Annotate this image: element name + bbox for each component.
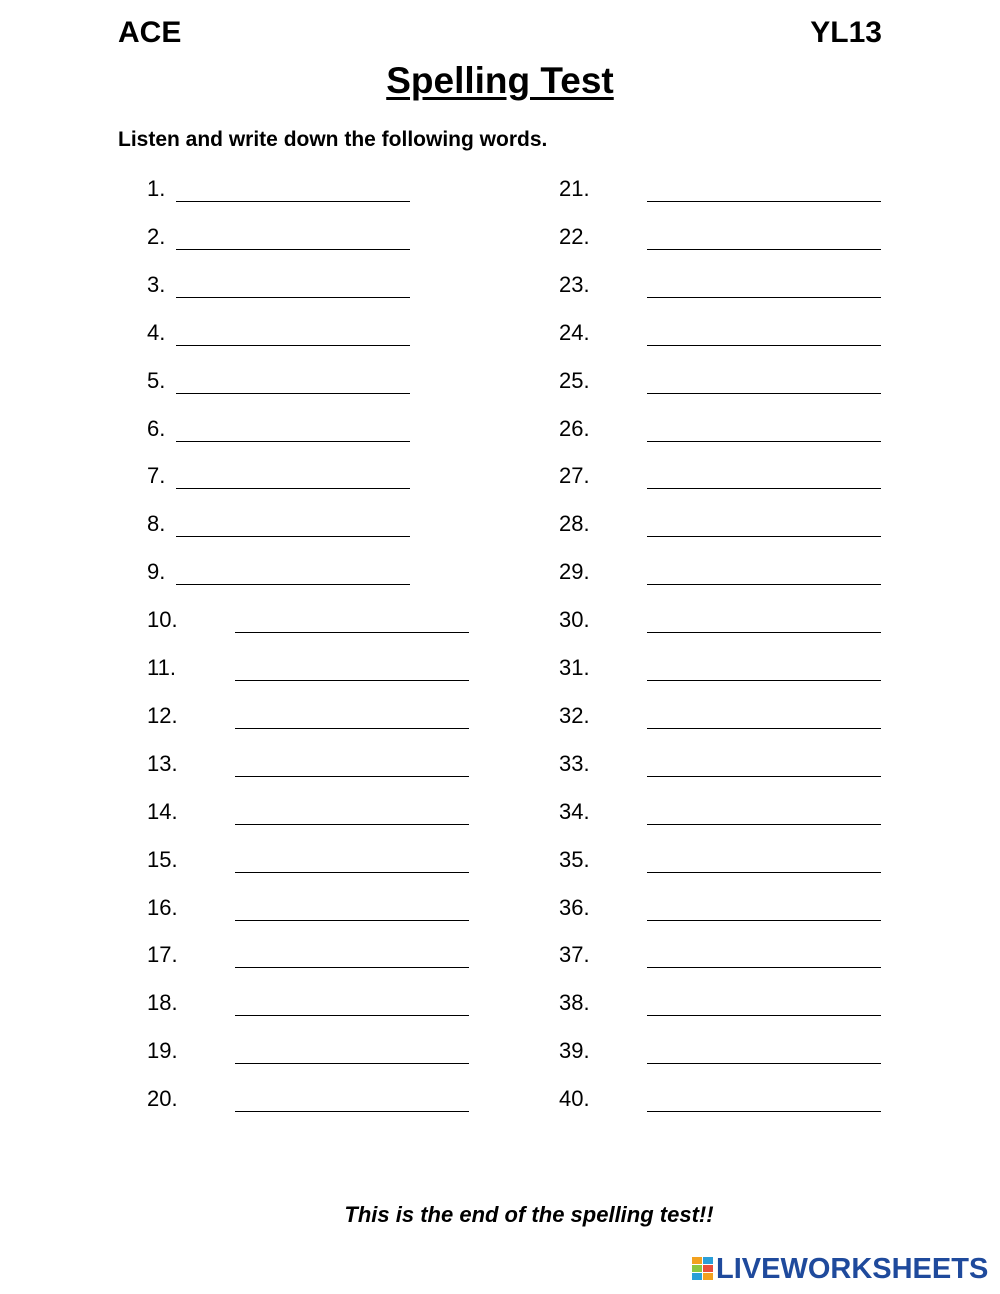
instruction-text: Listen and write down the following words. xyxy=(118,128,548,151)
answer-blank[interactable] xyxy=(647,441,881,442)
answer-blank[interactable] xyxy=(647,824,881,825)
answer-blank[interactable] xyxy=(647,1063,881,1064)
answer-blank[interactable] xyxy=(176,441,410,442)
answer-number: 13. xyxy=(147,750,178,776)
answer-number: 30. xyxy=(559,607,590,633)
answer-number: 14. xyxy=(147,798,178,824)
answer-number: 8. xyxy=(147,511,166,537)
answer-blank[interactable] xyxy=(176,584,410,585)
answer-blank[interactable] xyxy=(235,872,469,873)
answer-blank[interactable] xyxy=(235,967,469,968)
answer-number: 16. xyxy=(147,894,178,920)
liveworksheets-logo-icon xyxy=(692,1257,714,1281)
answer-blank[interactable] xyxy=(235,728,469,729)
answer-blank[interactable] xyxy=(647,345,881,346)
answer-blank[interactable] xyxy=(647,776,881,777)
answer-blank[interactable] xyxy=(235,1111,469,1112)
answer-number: 10. xyxy=(147,607,178,633)
answer-blank[interactable] xyxy=(647,872,881,873)
answer-number: 5. xyxy=(147,367,166,393)
answer-number: 3. xyxy=(147,271,166,297)
answer-number: 35. xyxy=(559,846,590,872)
answer-number: 17. xyxy=(147,942,178,968)
answer-number: 39. xyxy=(559,1038,590,1064)
answer-number: 11. xyxy=(147,655,176,680)
answer-number: 15. xyxy=(147,846,178,872)
answer-blank[interactable] xyxy=(647,393,881,394)
answer-number: 20. xyxy=(147,1086,178,1112)
answer-blank[interactable] xyxy=(176,536,410,537)
answer-number: 37. xyxy=(559,942,590,968)
answer-blank[interactable] xyxy=(647,728,881,729)
answer-blank[interactable] xyxy=(647,680,881,681)
answer-number: 9. xyxy=(147,559,166,585)
answer-number: 6. xyxy=(147,415,166,441)
answer-number: 22. xyxy=(559,223,590,249)
answer-number: 19. xyxy=(147,1038,178,1064)
answer-number: 33. xyxy=(559,750,590,776)
answer-blank[interactable] xyxy=(235,1063,469,1064)
answer-blank[interactable] xyxy=(647,1015,881,1016)
answer-number: 29. xyxy=(559,559,590,585)
school-label: ACE xyxy=(118,16,182,49)
answer-blank[interactable] xyxy=(647,920,881,921)
answer-number: 40. xyxy=(559,1086,590,1112)
answer-number: 4. xyxy=(147,319,166,345)
answer-number: 31. xyxy=(559,655,590,680)
answer-blank[interactable] xyxy=(176,345,410,346)
answer-blank[interactable] xyxy=(647,967,881,968)
answer-number: 2. xyxy=(147,223,166,249)
answer-number: 23. xyxy=(559,271,590,297)
answer-number: 32. xyxy=(559,702,590,728)
page-title: Spelling Test xyxy=(386,60,614,101)
answer-number: 18. xyxy=(147,990,178,1016)
answer-blank[interactable] xyxy=(235,680,469,681)
footer-text: This is the end of the spelling test!! xyxy=(344,1202,714,1227)
answer-blank[interactable] xyxy=(176,297,410,298)
answer-blank[interactable] xyxy=(235,920,469,921)
answer-number: 21. xyxy=(559,176,590,201)
answer-blank[interactable] xyxy=(647,201,881,202)
answer-blank[interactable] xyxy=(176,393,410,394)
answer-number: 7. xyxy=(147,463,166,489)
answer-number: 28. xyxy=(559,511,590,537)
answer-number: 24. xyxy=(559,319,590,345)
level-label: YL13 xyxy=(810,16,882,49)
answer-number: 26. xyxy=(559,415,590,441)
brand-logo xyxy=(692,1252,988,1286)
answer-blank[interactable] xyxy=(176,201,410,202)
answer-blank[interactable] xyxy=(235,776,469,777)
answer-number: 34. xyxy=(559,798,590,824)
answer-number: 12. xyxy=(147,702,178,728)
answer-blank[interactable] xyxy=(647,1111,881,1112)
answer-blank[interactable] xyxy=(647,488,881,489)
answer-blank[interactable] xyxy=(176,249,410,250)
answer-blank[interactable] xyxy=(647,584,881,585)
answer-blank[interactable] xyxy=(647,249,881,250)
answer-number: 27. xyxy=(559,463,590,489)
answer-blank[interactable] xyxy=(235,632,469,633)
answer-number: 1. xyxy=(147,176,166,201)
answer-number: 25. xyxy=(559,367,590,393)
answer-blank[interactable] xyxy=(235,824,469,825)
answer-blank[interactable] xyxy=(647,297,881,298)
answer-blank[interactable] xyxy=(235,1015,469,1016)
answer-number: 38. xyxy=(559,990,590,1016)
answer-blank[interactable] xyxy=(647,632,881,633)
answer-blank[interactable] xyxy=(647,536,881,537)
answer-number: 36. xyxy=(559,894,590,920)
brand-text: LIVEWORKSHEETS xyxy=(716,1252,989,1285)
answer-blank[interactable] xyxy=(176,488,410,489)
